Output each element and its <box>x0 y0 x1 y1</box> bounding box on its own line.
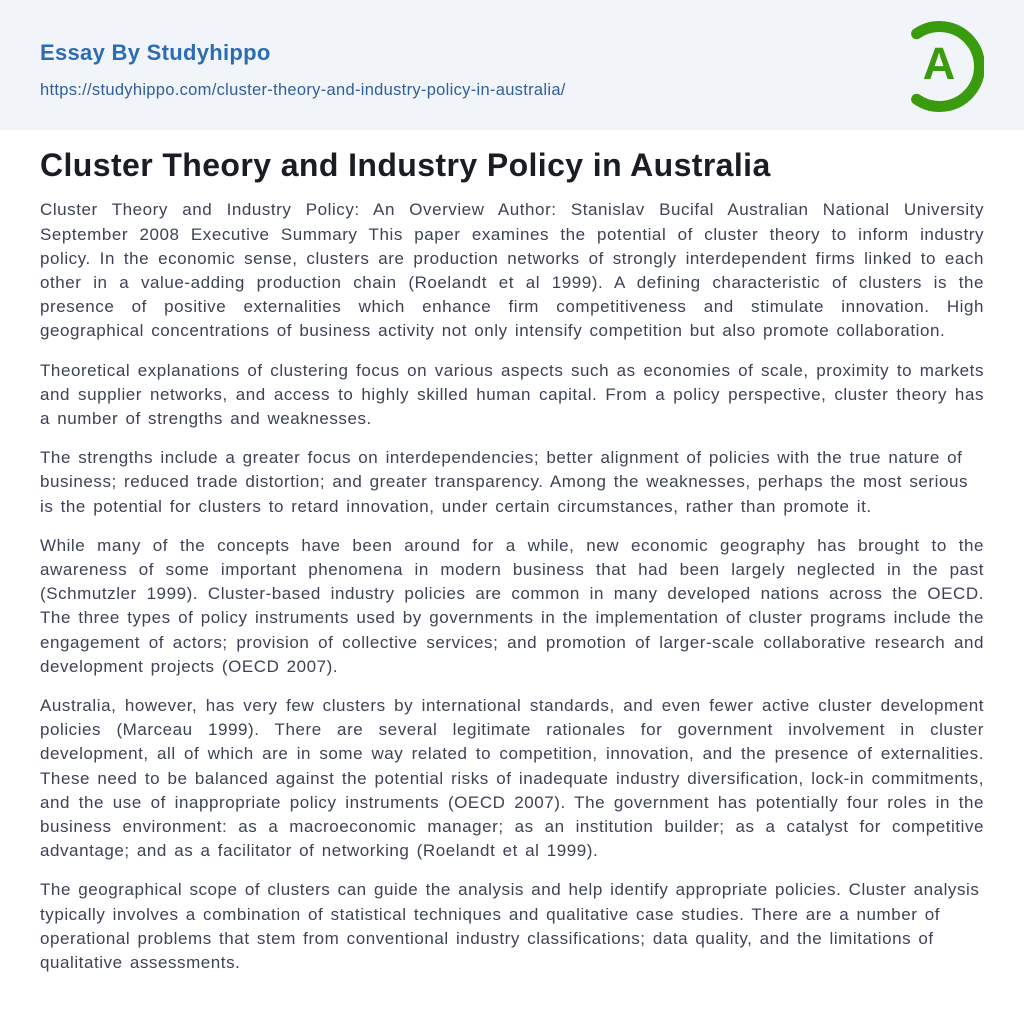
source-url-link[interactable]: https://studyhippo.com/cluster-theory-and-industry-policy-in-australia/ <box>40 81 566 99</box>
essay-document <box>0 146 1024 975</box>
page-header <box>0 0 1024 130</box>
logo-letter: A <box>922 37 956 89</box>
header-text-block <box>40 30 566 100</box>
page-title: Cluster Theory and Industry Policy in Australia <box>40 147 771 183</box>
essay-paragraph-2: Theoretical explanations of clustering focus on various aspects such as economies of scale, proximity to markets and supplier networks, and access to highly skilled human capital. From a policy perspective, cluster theory has a number of strengths and weaknesses. <box>40 360 984 429</box>
essay-paragraph-3: The strengths include a greater focus on interdependencies; better alignment of policies with the true nature of business; reduced trade distortion; and greater transparency. Among the weaknesses, perhaps the most serious is the potential for clusters to retard innovation, under certain circumstances, rather than promote it. <box>40 448 969 516</box>
essay-paragraph-1: Cluster Theory and Industry Policy: An Overview Author: Stanislav Bucifal Australian National University September 2008 Executive Summary This paper examines the potential of cluster theory to inform industry policy. In the economic sense, clusters are production networks of strongly interdependent firms linked to each other in a value-adding production chain (Roelandt et al 1999). A defining characteristic of clusters is the presence of positive externalities which enhance firm competitiveness and stimulate innovation. High geographical concentrations of business activity not only intensify competition but also promote collaboration. <box>40 200 984 341</box>
site-title: Essay By Studyhippo <box>40 40 271 65</box>
essay-paragraph-6: The geographical scope of clusters can guide the analysis and help identify appropriate policies. Cluster analysis typically involves a combination of statistical techniques and qualitative case studies. There are a number of operational problems that stem from conventional industry classifications; data quality, and the limitations of qualitative assessments. <box>40 880 980 973</box>
essay-paragraph-5: Australia, however, has very few clusters by international standards, and even fewer active cluster development policies (Marceau 1999). There are several legitimate rationales for government involvement in cluster development, all of which are in some way related to competition, innovation, and the presence of externalities. These need to be balanced against the potential risks of inadequate industry diversification, lock-in commitments, and the use of inappropriate policy instruments (OECD 2007). The government has potentially four roles in the business environment: as a macroeconomic manager; as an institution builder; as a catalyst for competitive advantage; and as a facilitator of networking (Roelandt et al 1999). <box>40 696 984 861</box>
site-logo <box>894 19 984 114</box>
essay-paragraph-4: While many of the concepts have been around for a while, new economic geography has brought to the awareness of some important phenomena in modern business that had been largely neglected in the past (Schmutzler 1999). Cluster-based industry policies are common in many developed nations across the OECD. The three types of policy instruments used by governments in the implementation of cluster programs include the engagement of actors; provision of collective services; and promotion of larger-scale collaborative research and development projects (OECD 2007). <box>40 535 984 676</box>
